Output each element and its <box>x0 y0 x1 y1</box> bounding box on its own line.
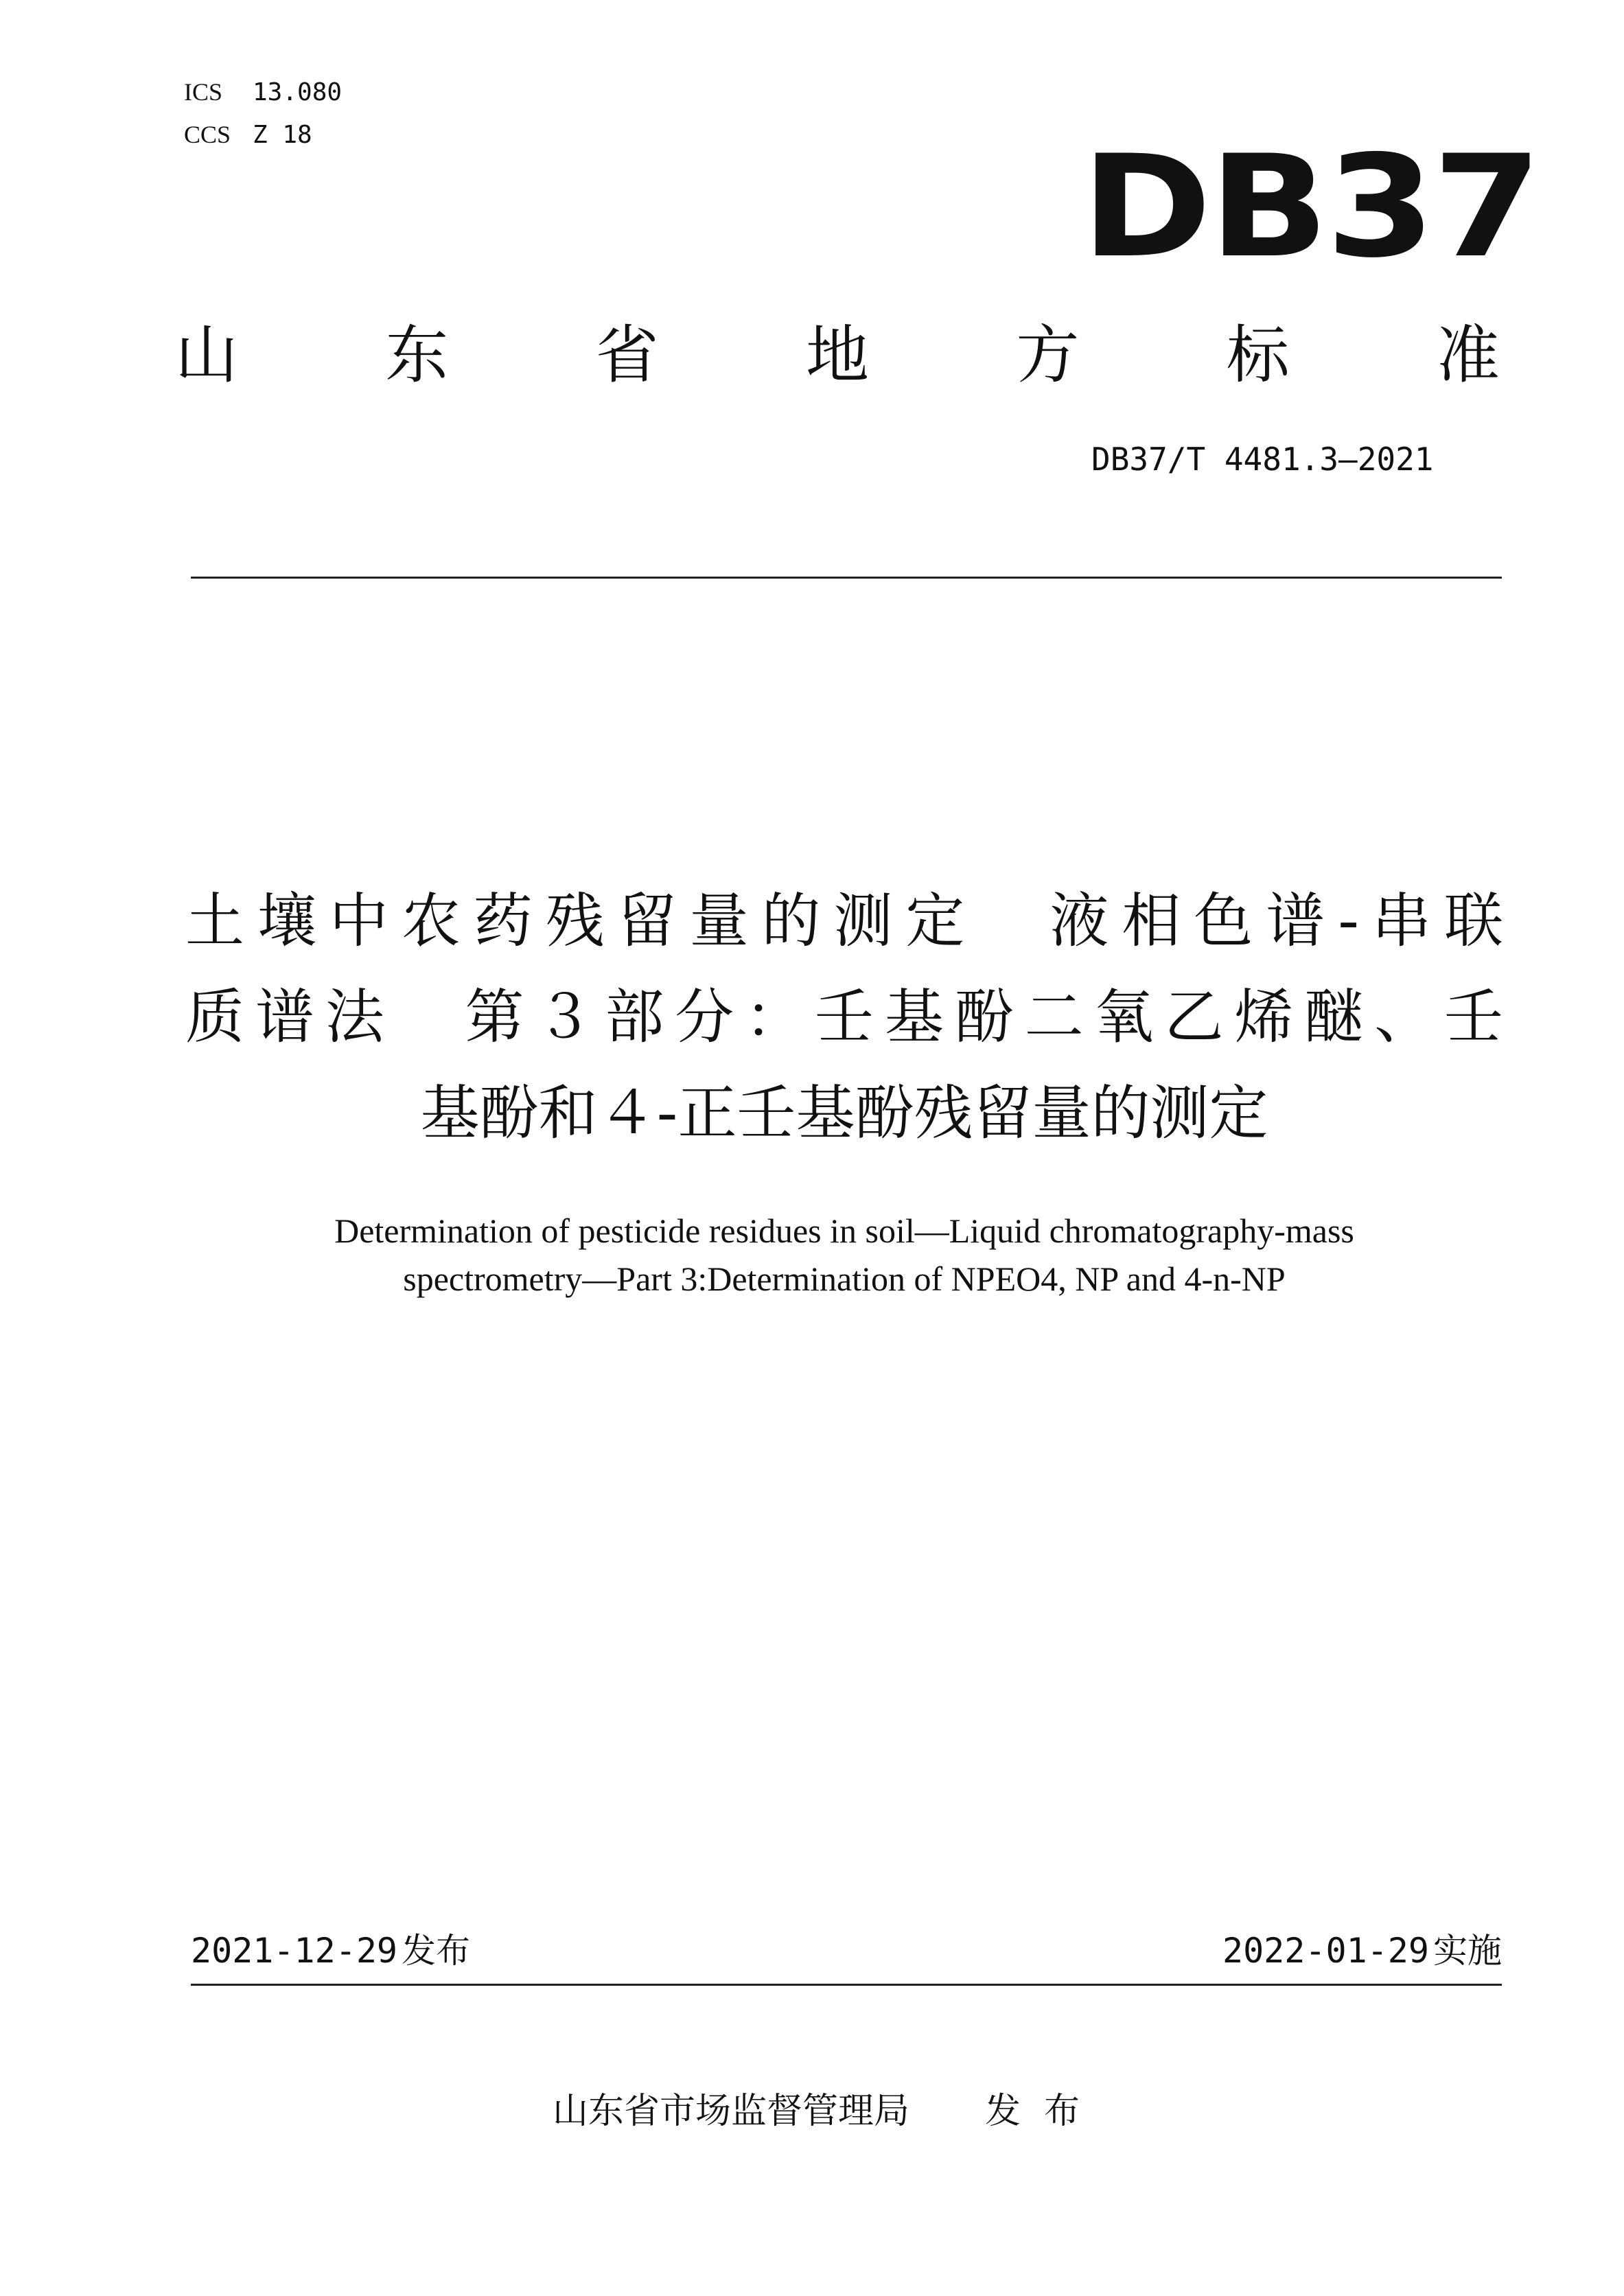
standard-number: DB37/T 4481.3—2021 <box>1091 441 1434 478</box>
title-en-line: spectrometry—Part 3:Determination of NPEO4, NP and 4-n-NP <box>403 1260 1286 1298</box>
title-zh-line: 土壤中农药残留量的测定 液相色谱-串联 <box>185 887 1503 955</box>
db37-logo: DB37 <box>1081 126 1540 289</box>
issuer-action: 发布 <box>985 2091 1104 2132</box>
ccs-value: Z 18 <box>253 121 312 149</box>
publish-date: 2021-12-29 <box>191 1931 398 1971</box>
standard-type-char: 地 <box>805 318 869 392</box>
title-en <box>185 1207 1503 1303</box>
issuer-block <box>553 2090 1103 2133</box>
implement-date-block <box>1222 1930 1502 1971</box>
standard-type-char: 山 <box>175 318 239 392</box>
header-rule <box>191 577 1502 579</box>
standard-type-char: 准 <box>1436 318 1500 392</box>
publish-label: 发布 <box>402 1931 471 1971</box>
ics-label: ICS <box>184 78 223 106</box>
implement-date: 2022-01-29 <box>1222 1931 1429 1971</box>
issuer-name: 山东省市场监督管理局 <box>553 2091 910 2132</box>
title-zh-line: 基酚和４-正壬基酚残留量的测定 <box>420 1079 1268 1148</box>
standard-type-char: 东 <box>385 318 449 392</box>
standard-type-char: 方 <box>1016 318 1080 392</box>
footer-rule <box>191 1984 1502 1986</box>
ics-code <box>184 77 342 108</box>
publish-date-block <box>191 1930 470 1971</box>
title-zh-line: 质谱法 第３部分：壬基酚二氧乙烯醚、壬 <box>185 983 1503 1052</box>
ccs-label: CCS <box>184 121 231 148</box>
standard-type-char: 标 <box>1226 318 1290 392</box>
ics-value: 13.080 <box>253 78 343 106</box>
title-zh <box>185 873 1503 1161</box>
title-en-line: Determination of pesticide residues in soil—Liquid chromatography-mass <box>334 1211 1354 1250</box>
standard-type-title <box>175 312 1500 392</box>
ccs-code <box>184 119 312 150</box>
standard-type-char: 省 <box>595 318 659 392</box>
implement-label: 实施 <box>1433 1931 1502 1971</box>
